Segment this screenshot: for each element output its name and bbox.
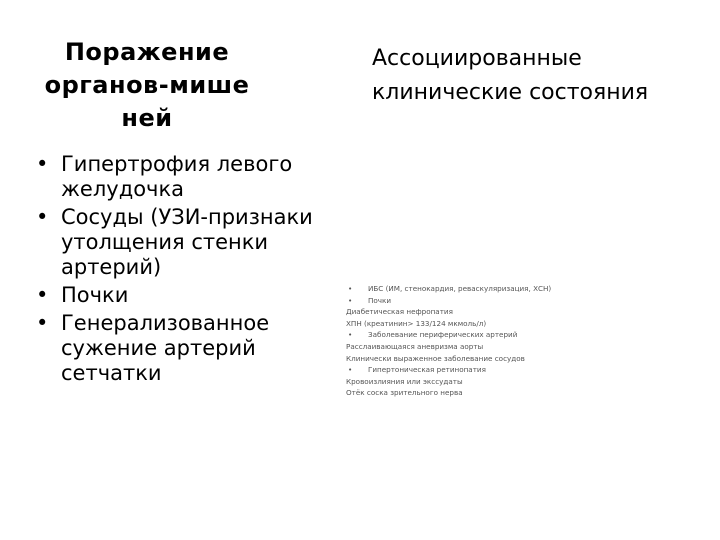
list-item-text <box>61 205 356 280</box>
list-item <box>36 283 356 308</box>
right-title <box>372 42 702 110</box>
list-item-text: Почки <box>368 295 392 305</box>
bullet-icon: • <box>348 295 353 305</box>
bullet-icon: • <box>348 284 353 293</box>
right-title-line: клинические состояния <box>372 80 649 105</box>
list-item-text: Заболевание периферических артерий <box>368 330 518 340</box>
list-item <box>346 329 706 341</box>
list-item-line: утолщения стенки <box>61 230 269 254</box>
bullet-icon: • <box>36 205 49 229</box>
list-item <box>346 376 706 388</box>
left-title-line: органов-мише <box>44 71 250 99</box>
left-title <box>22 36 272 135</box>
list-item-text <box>61 283 356 308</box>
list-item <box>36 152 356 202</box>
bullet-icon: • <box>36 311 49 335</box>
list-item-text: ХПН (креатинин> 133/124 мкмоль/л) <box>346 318 487 328</box>
list-item <box>346 387 706 399</box>
bullet-icon: • <box>36 283 49 307</box>
list-item-line: Почки <box>61 283 129 307</box>
bullet-icon: • <box>348 365 353 375</box>
right-title-line: Ассоциированные <box>372 46 582 71</box>
list-item-line: сетчатки <box>61 361 162 385</box>
list-item-text: Диабетическая нефропатия <box>346 307 453 317</box>
list-item <box>36 205 356 280</box>
list-item-line: желудочка <box>61 177 185 201</box>
list-item <box>346 341 706 353</box>
list-item <box>346 353 706 365</box>
list-item-line: Гипертрофия левого <box>61 152 293 176</box>
list-item-text <box>61 311 356 386</box>
list-item-line: Генерализованное <box>61 311 270 335</box>
list-item-text: Отёк соска зрительного нерва <box>346 388 463 398</box>
left-bullet-list <box>36 152 356 389</box>
list-item <box>346 306 706 318</box>
list-item-text: ИБС (ИМ, стенокардия, реваскуляризация, ХСН) <box>368 284 552 293</box>
right-condition-list <box>346 283 706 399</box>
list-item-text: Расслаивающаяся аневризма аорты <box>346 341 484 351</box>
list-item-text: Кровоизлияния или экссудаты <box>346 376 463 386</box>
list-item <box>346 295 706 307</box>
list-item-text: Клинически выраженное заболевание сосудов <box>346 353 525 363</box>
left-title-line: Поражение <box>64 38 230 66</box>
bullet-icon: • <box>348 330 353 340</box>
list-item <box>346 283 706 295</box>
list-item <box>346 318 706 330</box>
list-item-line: Сосуды (УЗИ-признаки <box>61 205 313 229</box>
list-item <box>36 311 356 386</box>
list-item-line: артерий) <box>61 255 162 279</box>
left-title-line: ней <box>121 104 173 132</box>
list-item-text: Гипертоническая ретинопатия <box>368 365 486 375</box>
list-item-line: сужение артерий <box>61 336 256 360</box>
list-item <box>346 364 706 376</box>
list-item-text <box>61 152 356 202</box>
bullet-icon: • <box>36 152 49 176</box>
